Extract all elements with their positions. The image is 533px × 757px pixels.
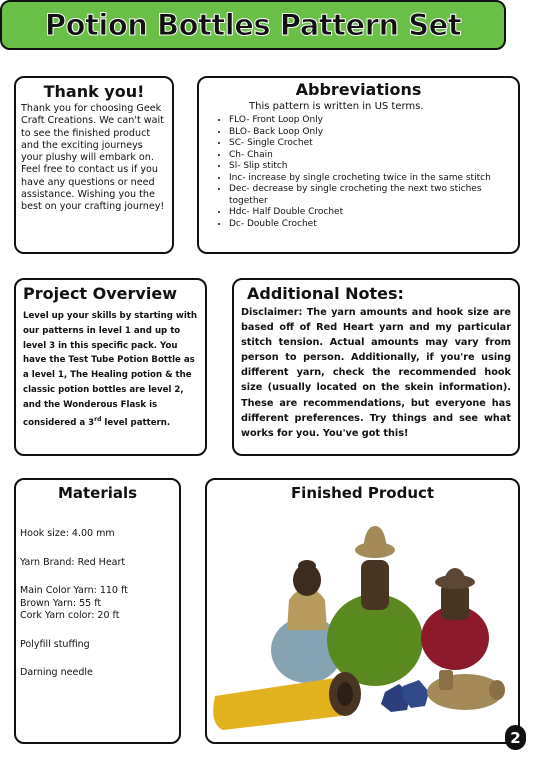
abbreviations-intro: This pattern is written in US terms. — [249, 101, 424, 112]
yellow-test-tube — [213, 672, 361, 730]
hook-size: Hook size: 4.00 mm — [20, 528, 115, 539]
page-number: 2 — [505, 725, 526, 750]
thank-you-text: Thank you for choosing Geek Craft Creations. We can't wait to see the finished product and the exciting journeys your plushy will embark on. Feel free to contact us if you have any questions or need assistance. Wishing you the best on your crafting journey! — [21, 103, 165, 213]
project-overview-text-end: level pattern. — [101, 417, 171, 428]
red-potion-bottle — [421, 568, 489, 670]
title-banner — [0, 0, 506, 50]
abbreviations-heading: Abbreviations — [295, 80, 422, 99]
project-overview-box — [14, 278, 207, 456]
materials-heading: Materials — [57, 484, 138, 502]
finished-product-heading: Finished Product — [290, 484, 435, 502]
thank-you-box — [14, 76, 174, 254]
abbreviation-item: • FLO- Front Loop Only — [229, 115, 508, 127]
project-overview-heading: Project Overview — [23, 284, 177, 303]
abbreviation-item: • SC- Single Crochet — [229, 138, 508, 150]
abbreviation-item: • Sl- Slip stitch — [229, 161, 508, 173]
abbreviation-item: • BLO- Back Loop Only — [229, 127, 508, 139]
cork-yarn: Cork Yarn color: 20 ft — [20, 610, 120, 621]
abbreviation-item: • Inc- increase by single crocheting twice in the same stitch — [229, 173, 508, 185]
darning-needle: Darning needle — [20, 667, 93, 678]
green-potion-bottle — [327, 526, 423, 686]
finished-product-photo — [207, 480, 520, 744]
polyfill-stuffing: Polyfill stuffing — [20, 638, 90, 650]
ordinal-suffix: rd — [94, 415, 102, 423]
additional-notes-heading: Additional Notes: — [247, 284, 404, 303]
abbreviation-item: • Dc- Double Crochet — [229, 219, 508, 231]
yarn-amounts — [20, 585, 175, 623]
page-title: Potion Bottles Pattern Set — [44, 8, 462, 42]
project-overview-text-main: Level up your skills by starting with our patterns in level 1 and up to level 3 in this specific pack. You have the Test Tube Potion Bottle as a level 1, The Healing potion & the classic potion bottles are level 2, and the Wonderous Flask is considered a 3 — [23, 311, 197, 428]
abbreviation-item: • Hdc- Half Double Crochet — [229, 207, 508, 219]
abbreviations-box — [197, 76, 520, 254]
finished-product-box — [205, 478, 520, 744]
thank-you-heading: Thank you! — [43, 82, 145, 101]
yarn-brand: Yarn Brand: Red Heart — [20, 556, 126, 568]
abbreviation-item: • Dec- decrease by single crocheting the next two stiches together — [229, 184, 508, 207]
abbreviation-item: • Ch- Chain — [229, 150, 508, 162]
additional-notes-text: Disclaimer: The yarn amounts and hook size are based off of Red Heart yarn and my particular stitch tension. Actual amounts may vary from person to person. Additionally, if you're using different yarn, check the recommended hook size (usually located on the skein information). These are recommendations, but everyone has different preferences. Try things and see what works for you. You've got this! — [241, 307, 511, 439]
additional-notes-box — [232, 278, 520, 456]
dice — [381, 680, 429, 712]
materials-box — [14, 478, 181, 744]
brown-yarn: Brown Yarn: 55 ft — [20, 597, 102, 609]
main-color-yarn: Main Color Yarn: 110 ft — [20, 585, 128, 596]
project-overview-text — [23, 309, 198, 430]
tan-flask — [427, 670, 505, 710]
abbreviations-list — [209, 115, 508, 230]
